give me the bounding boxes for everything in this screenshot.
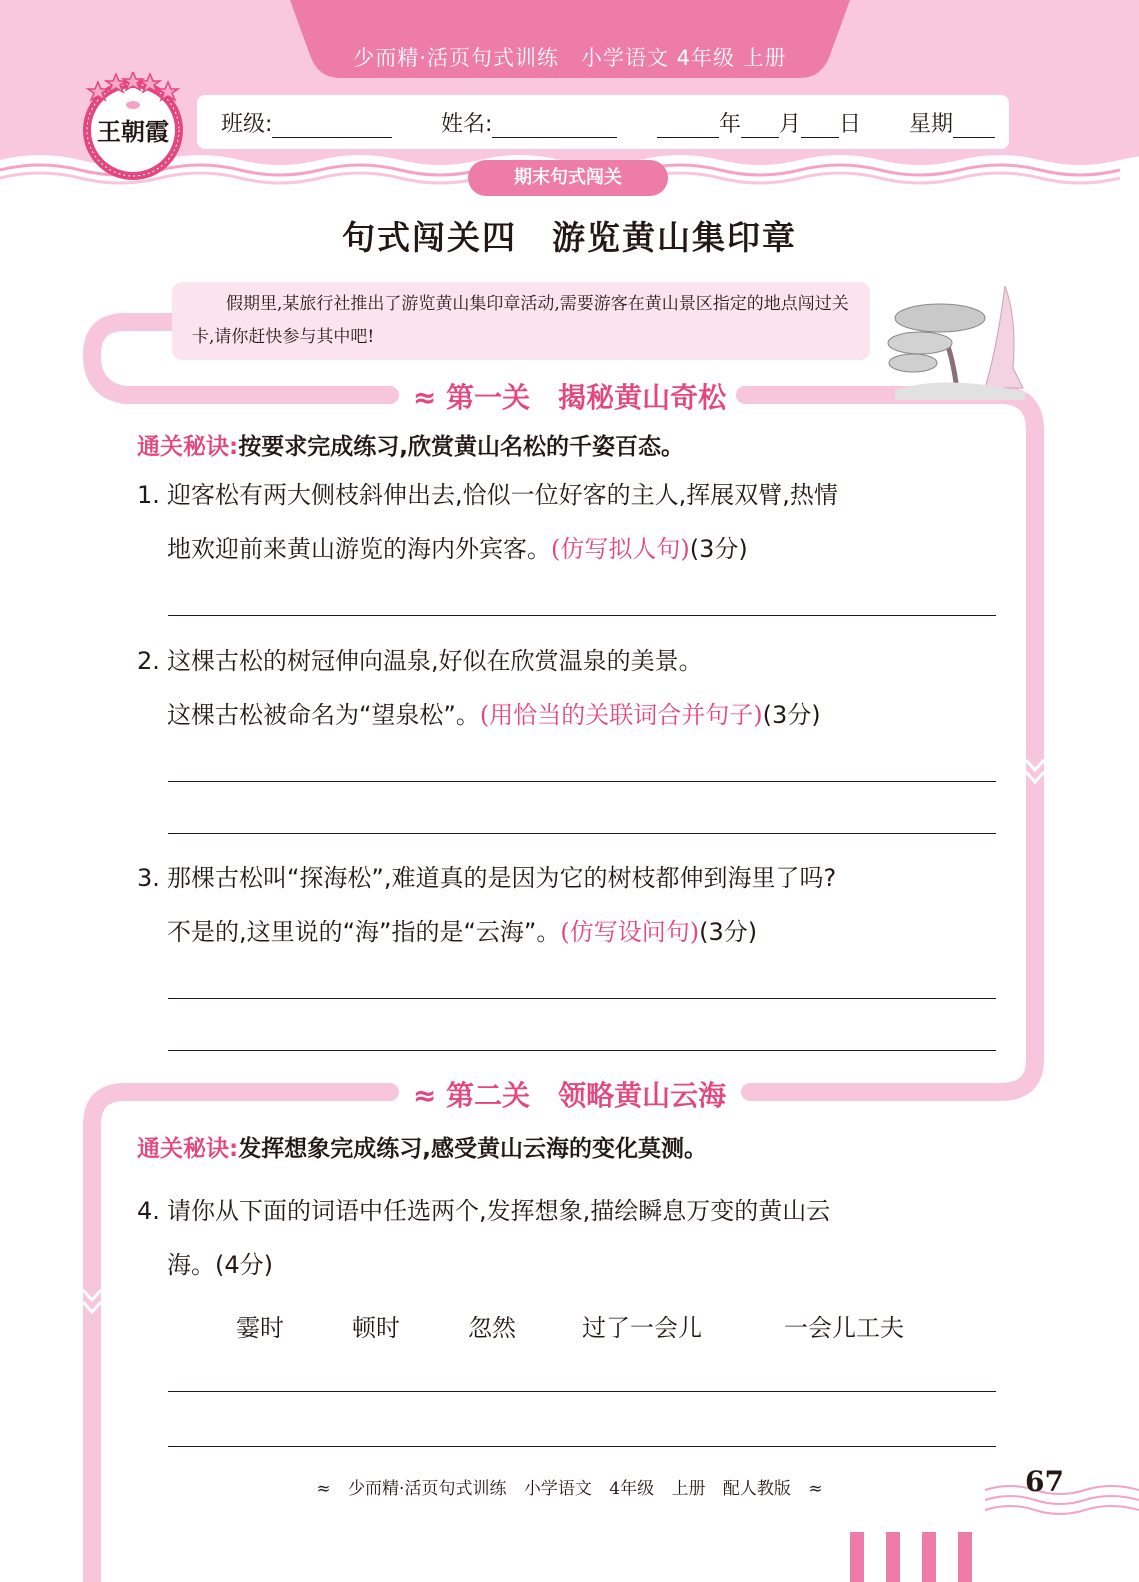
level2-heading: ≈ 第二关 领略黄山云海 — [0, 1074, 1139, 1114]
level1-heading: ≈ 第一关 揭秘黄山奇松 — [0, 376, 1139, 416]
day-label: 日 — [839, 112, 862, 137]
q1-line1: 迎客松有两大侧枝斜伸出去,恰似一位好客的主人,挥展双臂,热情 — [167, 481, 838, 509]
level1-tip — [137, 428, 684, 461]
footer-series: 少而精·活页句式训练 — [348, 1479, 507, 1499]
q3-number: 3. — [137, 864, 160, 892]
word-option: 过了一会儿 — [582, 1314, 702, 1342]
question-3 — [137, 851, 1007, 959]
q1-number: 1. — [137, 481, 160, 509]
level2-tip — [137, 1130, 707, 1163]
q4-answer-line-1[interactable] — [168, 1391, 996, 1392]
footer: ≈ 少而精·活页句式训练 小学语文 4年级 上册 配人教版 ≈ — [316, 1479, 823, 1499]
q2-score: (3分) — [762, 701, 821, 729]
level1-title: 第一关 揭秘黄山奇松 — [446, 381, 727, 414]
q2-requirement: (用恰当的关联词合并句子) — [479, 701, 763, 729]
q1-line2: 地欢迎前来黄山游览的海内外宾客。 — [167, 535, 551, 563]
q4-line1: 请你从下面的词语中任选两个,发挥想象,描绘瞬息万变的黄山云 — [167, 1197, 831, 1225]
page-number: 67 — [1025, 1465, 1064, 1498]
q3-line2: 不是的,这里说的“海”指的是“云海”。 — [167, 918, 561, 946]
name-label: 姓名: — [441, 112, 493, 137]
word-option: 忽然 — [468, 1314, 516, 1342]
word-option: 霎时 — [236, 1314, 284, 1342]
footer-edition: 配人教版 — [722, 1479, 791, 1499]
footer-volume: 上册 — [671, 1479, 706, 1499]
level2-title: 第二关 领略黄山云海 — [446, 1079, 727, 1112]
level2-tip-key: 通关秘诀: — [137, 1136, 239, 1162]
word-option: 顿时 — [352, 1314, 400, 1342]
q4-answer-line-2[interactable] — [168, 1446, 996, 1447]
stage-badge: 期末句式闯关 — [468, 160, 668, 196]
q1-score: (3分) — [689, 535, 748, 563]
level1-tip-key: 通关秘诀: — [137, 434, 239, 460]
footer-grade: 4年级 — [609, 1479, 655, 1499]
q3-score: (3分) — [699, 918, 758, 946]
level1-tip-text: 按要求完成练习,欣赏黄山名松的千姿百态。 — [238, 434, 684, 460]
q2-answer-line-1[interactable] — [168, 781, 996, 782]
q3-requirement: (仿写设问句) — [560, 918, 700, 946]
year-label: 年 — [719, 112, 742, 137]
page-title: 句式闯关四 游览黄山集印章 — [342, 218, 797, 257]
q1-requirement: (仿写拟人句) — [551, 535, 690, 563]
q2-answer-line-2[interactable] — [168, 833, 996, 834]
intro-text: 假期里,某旅行社推出了游览黄山集印章活动,需要游客在黄山景区指定的地点闯过关卡,请你赶快参与其中吧! — [192, 294, 849, 347]
q2-number: 2. — [137, 647, 160, 675]
q1-answer-line[interactable] — [168, 615, 996, 616]
weekday-label: 星期 — [909, 112, 954, 137]
month-label: 月 — [779, 112, 802, 137]
q4-line2: 海。(4分) — [167, 1251, 273, 1279]
q2-line2: 这棵古松被命名为“望泉松”。 — [167, 701, 480, 729]
series-title: 少而精·活页句式训练 小学语文 4年级 上册 — [353, 46, 787, 70]
word-option: 一会儿工夫 — [784, 1314, 904, 1342]
footer-subject: 小学语文 — [523, 1479, 592, 1499]
question-4 — [137, 1184, 1007, 1292]
q3-line1: 那棵古松叫“探海松”,难道真的是因为它的树枝都伸到海里了吗? — [167, 864, 837, 892]
logo-text: 王朝霞 — [97, 117, 169, 146]
class-label: 班级: — [221, 112, 273, 137]
level2-tip-text: 发挥想象完成练习,感受黄山云海的变化莫测。 — [238, 1136, 707, 1162]
q3-answer-line-1[interactable] — [168, 998, 996, 999]
q2-line1: 这棵古松的树冠伸向温泉,好似在欣赏温泉的美景。 — [167, 647, 703, 675]
question-2 — [137, 634, 1007, 742]
q4-number: 4. — [137, 1197, 160, 1225]
q3-answer-line-2[interactable] — [168, 1050, 996, 1051]
question-1 — [137, 468, 1007, 576]
